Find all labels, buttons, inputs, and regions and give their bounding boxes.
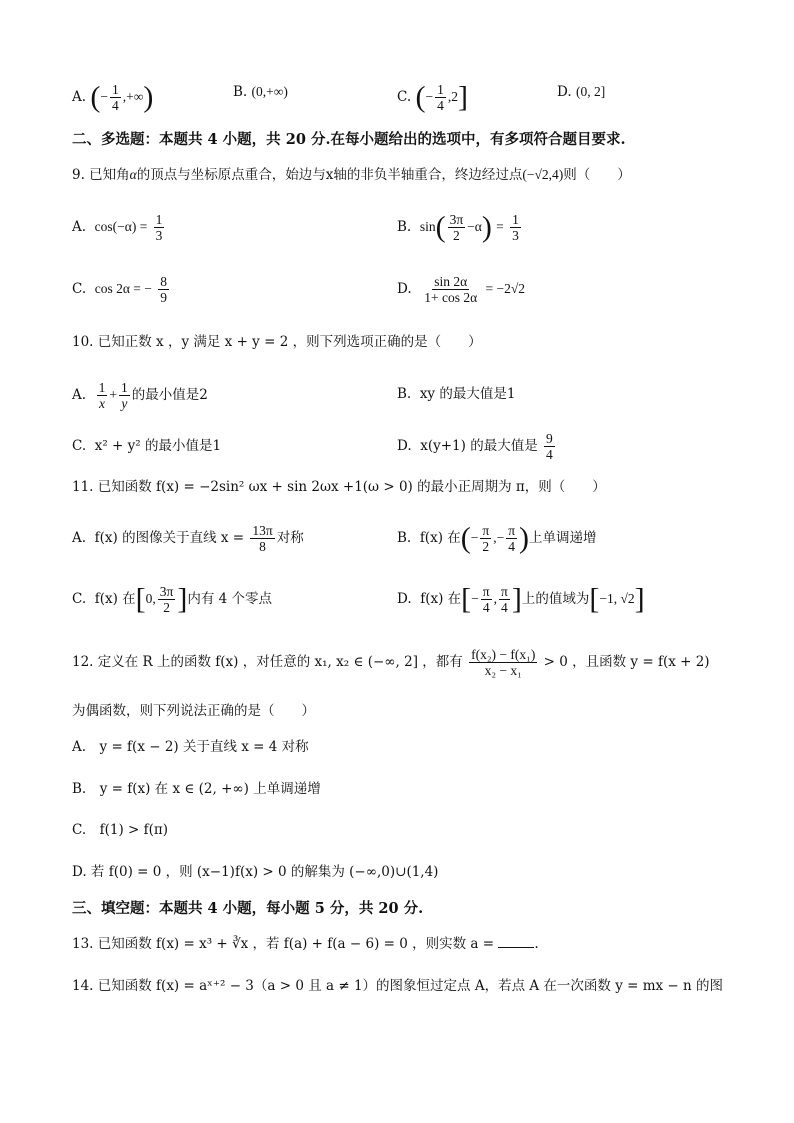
q8-option-b: B. (0,+∞)	[233, 84, 288, 100]
q12-option-b: B. y = f(x) 在 x ∈ (2, +∞) 上单调递增	[72, 781, 321, 797]
answer-blank	[498, 935, 534, 948]
q10-stem: 10. 已知正数 x ，y 满足 x + y = 2 ，则下列选项正确的是（ ）	[72, 334, 482, 350]
q9-option-c: C. cos 2α = − $\frac{8}{9}$	[72, 274, 167, 305]
q11-option-b: B. f(x) 在(− $\frac{\pi}{2}$ ,− $\frac{\pi}{4}$ )上单调递增	[397, 521, 597, 555]
q8-option-d: D. (0, 2]	[557, 84, 606, 100]
q11-stem: 11. 已知函数 f(x) = −2sin² ωx + sin 2ωx +1(ω > 0) 的最小正周期为 π，则（ ）	[72, 479, 606, 495]
q8-option-a: A. (− $\frac{1}{4}$ ,+∞)	[72, 80, 154, 114]
q10-option-a: A. $\frac{1}{x}$ + $\frac{1}{y}$ 的最小值是2	[72, 380, 208, 411]
q10-option-b: B. xy 的最大值是1	[397, 386, 516, 402]
q9-option-d: D. $\frac{\sin 2\alpha}{1+ \cos 2\alpha}$ = −2√2	[397, 274, 525, 305]
q10-option-c: C. x² + y² 的最小值是1	[72, 438, 222, 454]
q12-option-d: D. 若 f(0) = 0 ，则 (x−1)f(x) > 0 的解集为 (−∞,0)∪(1,4)	[72, 864, 439, 880]
q9-option-b: B. sin( $\frac{3\pi}{2}$ −α) = $\frac{1}{3}$	[397, 210, 519, 244]
q14-stem: 14. 已知函数 f(x) = aˣ⁺² − 3（a > 0 且 a ≠ 1）的图象恒过定点 A，若点 A 在一次函数 y = mx − n 的图	[72, 978, 724, 994]
q12-option-a: A. y = f(x − 2) 关于直线 x = 4 对称	[72, 739, 309, 755]
q11-option-a: A. f(x) 的图像关于直线 x = $\frac{13\pi}{8}$ 对称	[72, 523, 304, 554]
q11-option-d: D. f(x) 在[− $\frac{\pi}{4}$ , $\frac{\pi}{4}$ ]上的值域为[−1, √2]	[397, 582, 645, 616]
q12-stem-line2: 为偶函数，则下列说法正确的是（ ）	[72, 703, 315, 719]
q9-stem: 9. 已知角α的顶点与坐标原点重合，始边与x轴的非负半轴重合，终边经过点(−√2,4)则（ ）	[72, 167, 631, 183]
section-3-heading: 三、填空题：本题共 4 小题，每小题 5 分，共 20 分.	[72, 900, 424, 917]
q12-option-c: C. f(1) > f(π)	[72, 822, 169, 838]
q13-stem: 13. 已知函数 f(x) = x³ + ∛x ，若 f(a) + f(a − 6) = 0 ，则实数 a = .	[72, 936, 539, 952]
q12-stem-line1: 12. 定义在 R 上的函数 f(x) ，对任意的 x₁, x₂ ∈ (−∞, 2] ，都有 $\frac{\text{f(x₂) − f(x₁)}}{\text{x₂ − x₁}}$ > 0 ，且函数 y = f(x + 2)	[72, 647, 710, 678]
q11-option-c: C. f(x) 在[0, $\frac{3\pi}{2}$ ]内有 4 个零点	[72, 582, 273, 616]
q9-option-a: A. cos(−α) = $\frac{1}{3}$	[72, 212, 163, 243]
q8-option-c: C. (− $\frac{1}{4}$ ,2]	[397, 80, 468, 114]
section-2-heading: 二、多选题：本题共 4 小题，共 20 分.在每小题给出的选项中，有多项符合题目要求.	[72, 131, 626, 148]
q10-option-d: D. x(y+1) 的最大值是 $\frac{9}{4}$	[397, 431, 553, 462]
